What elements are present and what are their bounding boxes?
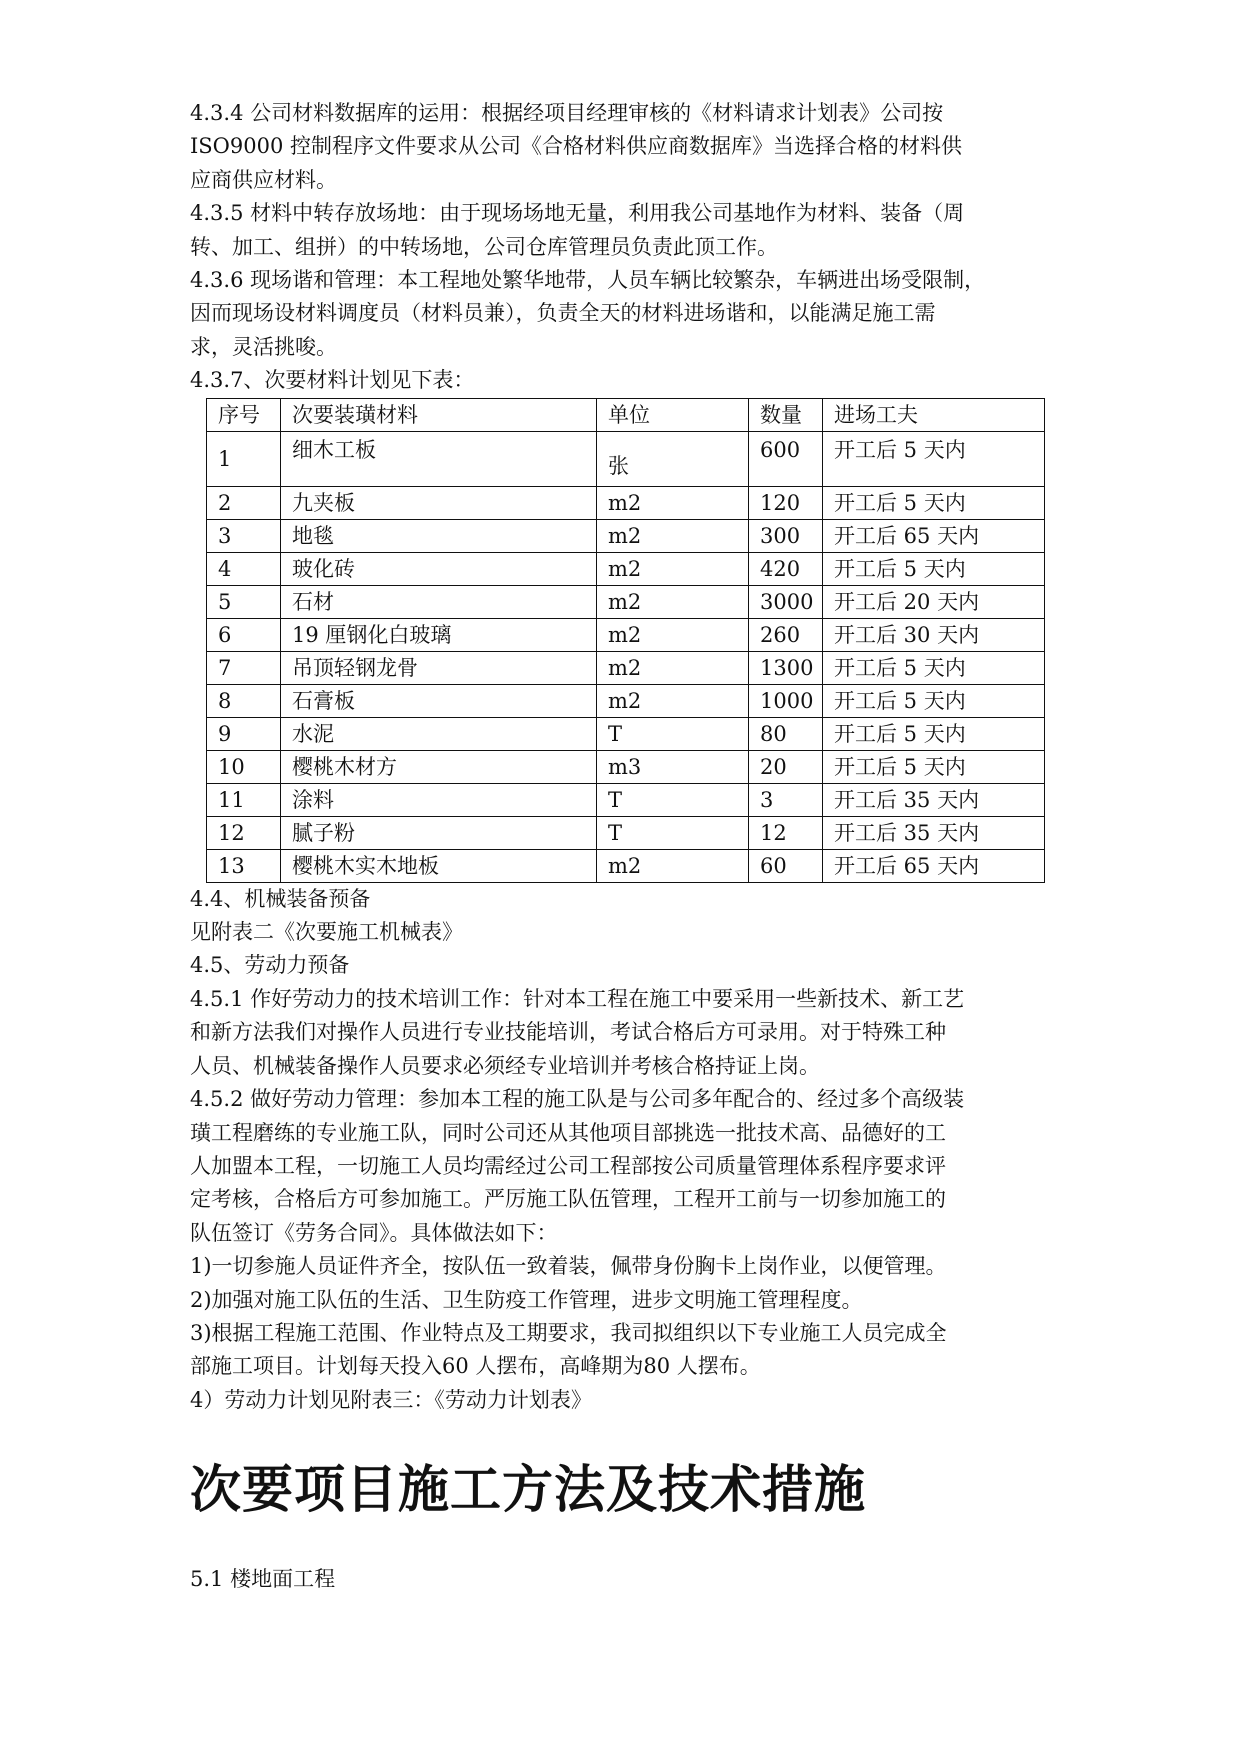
text-line: 转、加工、组拼）的中转场地，公司仓库管理员负责此顶工作。 [190, 234, 778, 259]
text-line: 4.3.6 现场谐和管理：本工程地处繁华地带，人员车辆比较繁杂，车辆进出场受限制， [190, 268, 986, 293]
paragraph [190, 916, 1090, 949]
text-line: 4.3.7、次要材料计划见下表： [190, 368, 475, 393]
text-line: 4）劳动力计划见附表三：《劳动力计划表》 [190, 1387, 592, 1412]
quantity-cell: 80 [749, 717, 823, 750]
unit-cell: 张 [597, 431, 749, 486]
row-number-cell: 5 [207, 585, 281, 618]
material-name-cell: 樱桃木材方 [281, 750, 597, 783]
table-row [207, 618, 1045, 651]
quantity-cell: 12 [749, 816, 823, 849]
text-line: 求，灵活挑唆。 [190, 334, 337, 359]
header-cell: 单位 [597, 398, 749, 431]
row-number-cell: 13 [207, 849, 281, 882]
table-row [207, 783, 1045, 816]
row-number-cell: 12 [207, 816, 281, 849]
paragraph [190, 1250, 1090, 1283]
table-row [207, 431, 1045, 486]
material-name-cell: 玻化砖 [281, 552, 597, 585]
table-body [207, 431, 1045, 882]
material-name-cell: 19 厘钢化白玻璃 [281, 618, 597, 651]
unit-cell: T [597, 717, 749, 750]
unit-cell: m2 [597, 519, 749, 552]
text-line: 2)加强对施工队伍的生活、卫生防疫工作管理，进步文明施工管理程度。 [190, 1287, 863, 1312]
table-row [207, 519, 1045, 552]
table-header-row [207, 398, 1045, 431]
quantity-cell: 260 [749, 618, 823, 651]
unit-cell: m2 [597, 486, 749, 519]
unit-cell: m2 [597, 651, 749, 684]
arrival-time-cell: 开工后 5 天内 [823, 684, 1045, 717]
unit-cell: m3 [597, 750, 749, 783]
quantity-cell: 1000 [749, 684, 823, 717]
arrival-time-cell: 开工后 5 天内 [823, 750, 1045, 783]
text-line: 定考核，合格后方可参加施工。严厉施工队伍管理，工程开工前与一切参加施工的 [190, 1187, 946, 1212]
table-row [207, 552, 1045, 585]
row-number-cell: 6 [207, 618, 281, 651]
paragraph [190, 1284, 1090, 1317]
unit-cell: T [597, 783, 749, 816]
text-line: 人员、机械装备操作人员要求必须经专业培训并考核合格持证上岗。 [190, 1053, 820, 1078]
text-line: 1)一切参施人员证件齐全，按队伍一致着装，佩带身份胸卡上岗作业，以便管理。 [190, 1254, 947, 1279]
paragraph [190, 197, 1090, 264]
subsection-title: 5.1 楼地面工程 [190, 1567, 336, 1592]
arrival-time-cell: 开工后 30 天内 [823, 618, 1045, 651]
paragraph [190, 364, 1090, 397]
arrival-time-cell: 开工后 5 天内 [823, 552, 1045, 585]
table-row [207, 486, 1045, 519]
row-number-cell: 3 [207, 519, 281, 552]
row-number-cell: 4 [207, 552, 281, 585]
unit-cell: m2 [597, 552, 749, 585]
row-number-cell: 2 [207, 486, 281, 519]
paragraph [190, 983, 1090, 1083]
row-number-cell: 9 [207, 717, 281, 750]
paragraphs-top [190, 97, 1090, 398]
table-row [207, 816, 1045, 849]
table-row [207, 585, 1045, 618]
text-line: 和新方法我们对操作人员进行专业技能培训，考试合格后方可录用。对于特殊工种 [190, 1020, 946, 1045]
paragraph [190, 97, 1090, 197]
paragraph [190, 883, 1090, 916]
quantity-cell: 600 [749, 431, 823, 486]
quantity-cell: 20 [749, 750, 823, 783]
paragraph [190, 1083, 1090, 1250]
text-line: 因而现场设材料调度员（材料员兼），负责全天的材料进场谐和，以能满足施工需 [190, 301, 936, 326]
table-row [207, 684, 1045, 717]
header-cell: 数量 [749, 398, 823, 431]
material-name-cell: 吊顶轻钢龙骨 [281, 651, 597, 684]
unit-cell: T [597, 816, 749, 849]
material-name-cell: 九夹板 [281, 486, 597, 519]
header-cell: 进场工夫 [823, 398, 1045, 431]
material-name-cell: 地毯 [281, 519, 597, 552]
material-name-cell: 水泥 [281, 717, 597, 750]
arrival-time-cell: 开工后 20 天内 [823, 585, 1045, 618]
row-number-cell: 8 [207, 684, 281, 717]
table-row [207, 717, 1045, 750]
text-line: 部施工项目。计划每天投入60 人摆布，高峰期为80 人摆布。 [190, 1354, 761, 1379]
paragraph [190, 264, 1090, 364]
text-line: 3)根据工程施工范围、作业特点及工期要求，我司拟组织以下专业施工人员完成全 [190, 1320, 947, 1345]
material-name-cell: 腻子粉 [281, 816, 597, 849]
material-name-cell: 石膏板 [281, 684, 597, 717]
arrival-time-cell: 开工后 5 天内 [823, 651, 1045, 684]
arrival-time-cell: 开工后 5 天内 [823, 431, 1045, 486]
row-number-cell: 7 [207, 651, 281, 684]
text-line: 4.4、机械装备预备 [190, 886, 371, 911]
text-line: 璜工程磨练的专业施工队，同时公司还从其他项目部挑选一批技术高、品德好的工 [190, 1120, 946, 1145]
row-number-cell: 10 [207, 750, 281, 783]
text-line: 人加盟本工程，一切施工人员均需经过公司工程部按公司质量管理体系程序要求评 [190, 1153, 946, 1178]
quantity-cell: 60 [749, 849, 823, 882]
arrival-time-cell: 开工后 35 天内 [823, 783, 1045, 816]
material-name-cell: 樱桃木实木地板 [281, 849, 597, 882]
unit-cell: m2 [597, 585, 749, 618]
material-name-cell: 细木工板 [281, 431, 597, 486]
arrival-time-cell: 开工后 5 天内 [823, 717, 1045, 750]
arrival-time-cell: 开工后 65 天内 [823, 519, 1045, 552]
unit-cell: m2 [597, 849, 749, 882]
quantity-cell: 120 [749, 486, 823, 519]
material-name-cell: 石材 [281, 585, 597, 618]
unit-cell: m2 [597, 618, 749, 651]
text-line: 4.5.1 作好劳动力的技术培训工作：针对本工程在施工中要采用一些新技术、新工艺 [190, 986, 965, 1011]
arrival-time-cell: 开工后 5 天内 [823, 486, 1045, 519]
material-name-cell: 涂料 [281, 783, 597, 816]
paragraph [190, 1317, 1090, 1384]
table-row [207, 651, 1045, 684]
table-row [207, 849, 1045, 882]
text-line: 4.5.2 做好劳动力管理：参加本工程的施工队是与公司多年配合的、经过多个高级装 [190, 1087, 965, 1112]
text-line: 4.3.5 材料中转存放场地：由于现场场地无量，利用我公司基地作为材料、装备（周 [190, 201, 965, 226]
text-line: 4.3.4 公司材料数据库的运用：根据经项目经理审核的《材料请求计划表》公司按 [190, 101, 944, 125]
arrival-time-cell: 开工后 35 天内 [823, 816, 1045, 849]
text-line: 4.5、劳动力预备 [190, 953, 350, 978]
row-number-cell: 11 [207, 783, 281, 816]
text-line: ISO9000 控制程序文件要求从公司《合格材料供应商数据库》当选择合格的材料供 [190, 134, 963, 159]
document-body [190, 97, 1090, 1597]
text-line: 见附表二《次要施工机械表》 [190, 920, 463, 945]
section-heading: 次要项目施工方法及技术措施 [190, 1461, 867, 1521]
unit-cell: m2 [597, 684, 749, 717]
quantity-cell: 300 [749, 519, 823, 552]
quantity-cell: 420 [749, 552, 823, 585]
quantity-cell: 3000 [749, 585, 823, 618]
quantity-cell: 1300 [749, 651, 823, 684]
paragraphs-bottom [190, 883, 1090, 1418]
text-line: 队伍签订《劳务合同》。具体做法如下： [190, 1220, 558, 1245]
header-cell: 次要装璜材料 [281, 398, 597, 431]
arrival-time-cell: 开工后 65 天内 [823, 849, 1045, 882]
text-line: 应商供应材料。 [190, 167, 337, 192]
paragraph [190, 949, 1090, 982]
row-number-cell: 1 [207, 431, 281, 486]
table-row [207, 750, 1045, 783]
quantity-cell: 3 [749, 783, 823, 816]
paragraph [190, 1384, 1090, 1417]
materials-table [206, 398, 1045, 883]
header-cell: 序号 [207, 398, 281, 431]
